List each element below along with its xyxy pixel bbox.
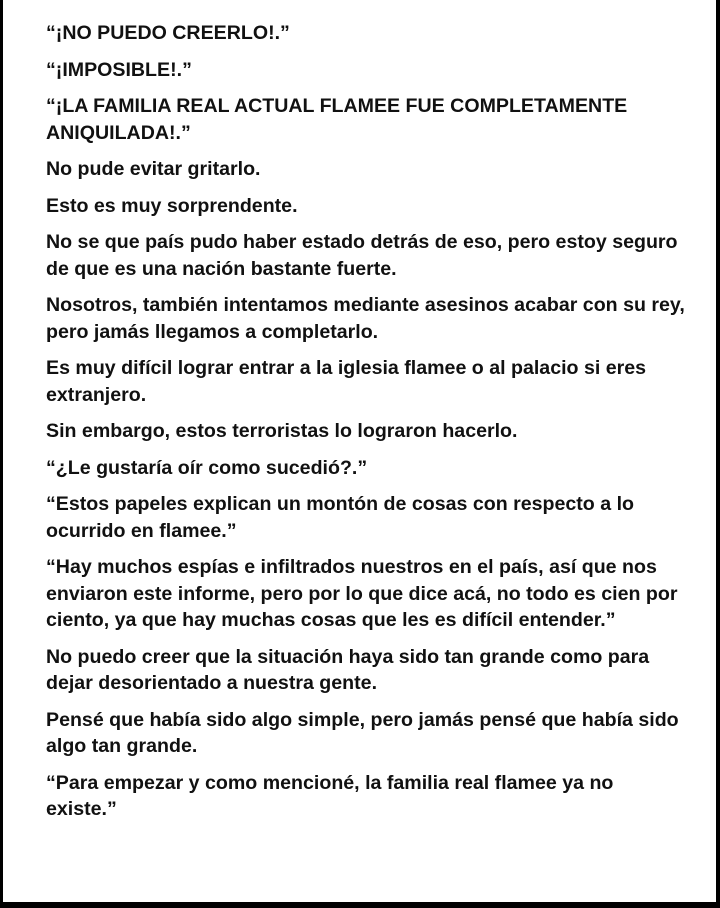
paragraph: “¡LA FAMILIA REAL ACTUAL FLAMEE FUE COMPLETAMENTE ANIQUILADA!.” xyxy=(46,95,628,144)
paragraph: No puedo creer que la situación haya sido tan grande como para dejar desorientado a nuestra gente. xyxy=(46,645,650,694)
paragraph: “Para empezar y como mencioné, la familia real flamee ya no existe.” xyxy=(46,771,614,820)
paragraph: No se que país pudo haber estado detrás de eso, pero estoy seguro de que es una nación bastante fuerte. xyxy=(46,231,678,280)
paragraph: Esto es muy sorprendente. xyxy=(46,194,298,217)
paragraph: “¿Le gustaría oír como sucedió?.” xyxy=(46,456,368,479)
paragraph: Es muy difícil lograr entrar a la iglesia flamee o al palacio si eres extranjero. xyxy=(46,357,647,406)
paragraph: “¡IMPOSIBLE!.” xyxy=(46,58,192,81)
document-page xyxy=(3,0,716,902)
document-text xyxy=(46,20,686,833)
paragraph: No pude evitar gritarlo. xyxy=(46,158,261,180)
paragraph: Pensé que había sido algo simple, pero jamás pensé que había sido algo tan grande. xyxy=(46,708,679,757)
paragraph: Sin embargo, estos terroristas lo lograron hacerlo. xyxy=(46,420,518,442)
paragraph: “¡NO PUEDO CREERLO!.” xyxy=(46,22,290,44)
paragraph: “Hay muchos espías e infiltrados nuestros en el país, así que nos enviaron este informe, pero por lo que dice acá, no todo es cien por ciento, ya que hay muchas cosas que les es difícil entender.” xyxy=(46,556,678,631)
paragraph: Nosotros, también intentamos mediante asesinos acabar con su rey, pero jamás llegamos a completarlo. xyxy=(46,294,685,343)
paragraph: “Estos papeles explican un montón de cosas con respecto a lo ocurrido en flamee.” xyxy=(46,493,634,542)
